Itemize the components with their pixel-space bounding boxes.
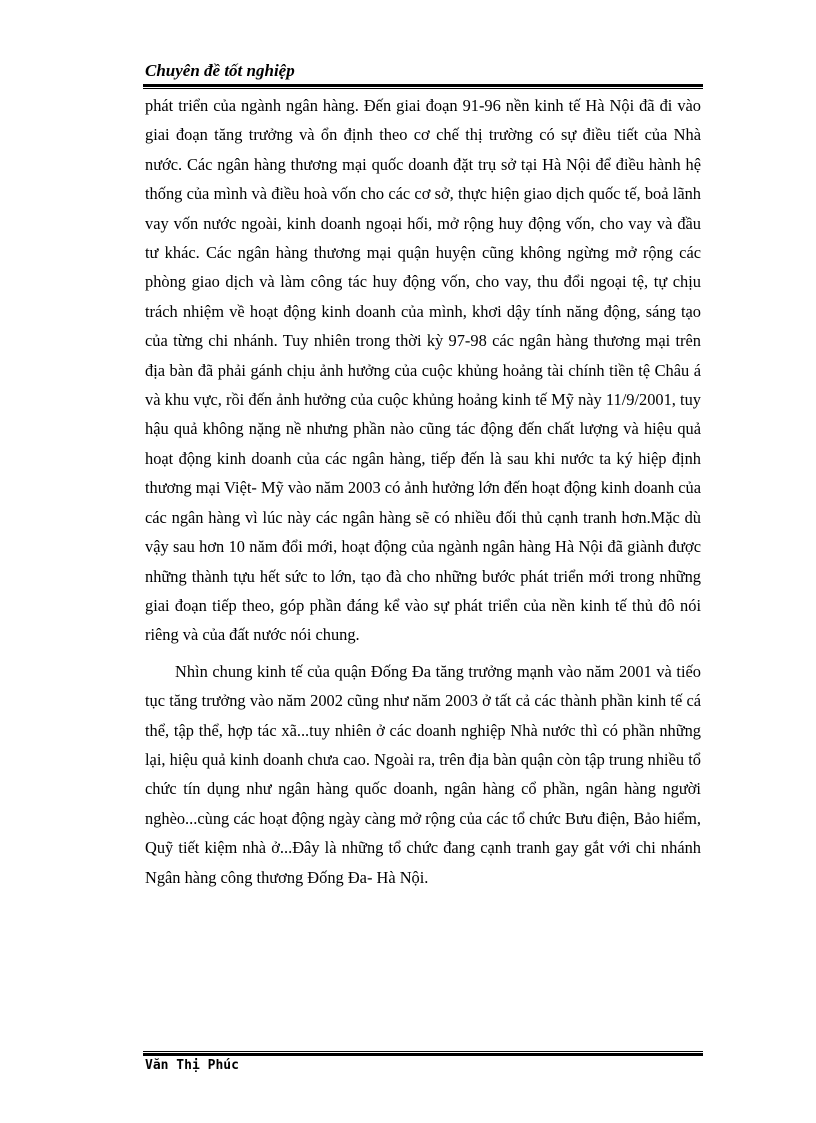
paragraph: Nhìn chung kinh tế của quận Đống Đa tăng trưởng mạnh vào năm 2001 và tiếo tục tăng trưởng vào năm 2002 cũng như năm 2003 ở tất cả các thành phần kinh tế cá thể, tập thể, hợp tác xã...tuy nhiên ở các doanh nghiệp Nhà nước thì có phần những lại, hiệu quả kinh doanh chưa cao. Ngoài ra, trên địa bàn quận còn tập trung nhiều tổ chức tín dụng như ngân hàng quốc doanh, ngân hàng cổ phần, ngân hàng người nghèo...cùng các hoạt động ngày càng mở rộng của các tổ chức Bưu điện, Bảo hiểm, Quỹ tiết kiệm nhà ở...Đây là những tổ chức đang cạnh tranh gay gắt với chi nhánh Ngân hàng công thương Đống Đa- Hà Nội. (145, 661, 701, 887)
header-title: Chuyên đề tốt nghiệp (145, 61, 295, 80)
body-text (145, 91, 701, 892)
footer-rule (143, 1051, 703, 1056)
paragraph: phát triển của ngành ngân hàng. Đến giai đoạn 91-96 nền kinh tế Hà Nội đã đi vào giai đoạn tăng trưởng và ổn định theo cơ chế thị trường có sự điều tiết của Nhà nước. Các ngân hàng thương mại quốc doanh đặt trụ sở tại Hà Nội để điều hành hệ thống của mình và điều hoà vốn cho các cơ sở, thực hiện giao dịch quốc tế, boả lãnh vay vốn nước ngoài, kinh doanh ngoại hối, mở rộng huy động vốn, cho vay và đầu tư khác. Các ngân hàng thương mại quận huyện cũng không ngừng mở rộng các phòng giao dịch và làm công tác huy động vốn, cho vay, thu đổi ngoại tệ, tự chịu trách nhiệm về hoạt động kinh doanh của mình, khơi dậy tính năng động, sáng tạo của từng chi nhánh. Tuy nhiên trong thời kỳ 97-98 các ngân hàng thương mại trên địa bàn đã phải gánh chịu ảnh hưởng của cuộc khủng hoảng tài chính tiền tệ Châu á và khu vực, rồi đến ảnh hưởng của cuộc khủng hoảng kinh tế Mỹ này 11/9/2001, tuy hậu quả không nặng nề nhưng phần nào cũng tác động đến chất lượng và hiệu quả hoạt động kinh doanh của các ngân hàng, tiếp đến là sau khi nước ta ký hiệp định thương mại Việt- Mỹ vào năm 2003 có ảnh hưởng lớn đến hoạt động kinh doanh của các ngân hàng vì lúc này các ngân hàng sẽ có nhiều đối thủ cạnh tranh hơn.Mặc dù vậy sau hơn 10 năm đổi mới, hoạt động của ngành ngân hàng Hà Nội đã giành được những thành tựu hết sức to lớn, tạo đà cho những bước phát triển mới trong những giai đoạn tiếp theo, góp phần đáng kể vào sự phát triển của nền kinh tế thủ đô nói riêng và của đất nước nói chung. (145, 96, 701, 645)
footer-author: Văn Thị Phúc (145, 1058, 239, 1073)
header-rule (143, 84, 703, 89)
